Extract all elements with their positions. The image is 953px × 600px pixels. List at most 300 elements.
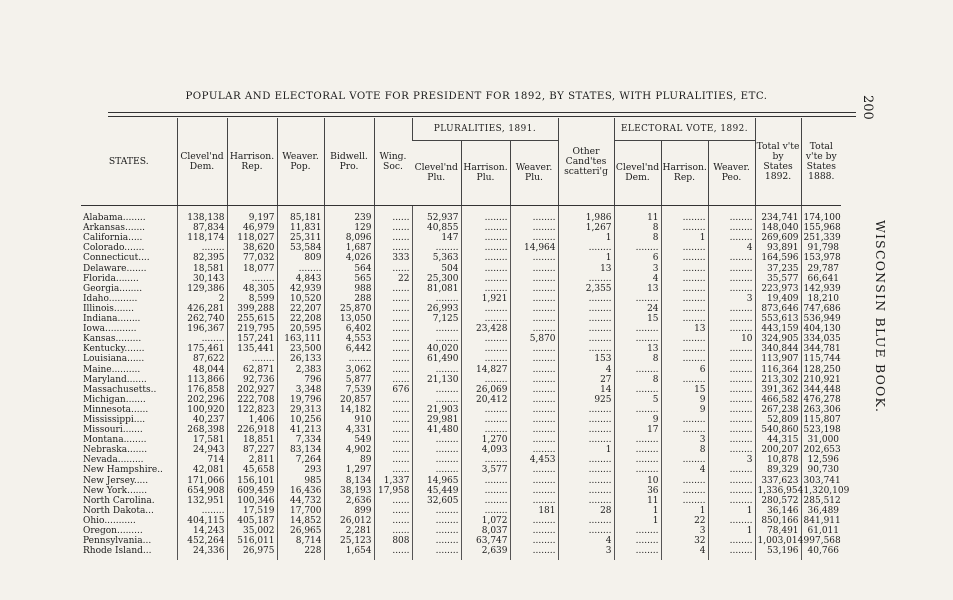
vote-cell: 399,288 xyxy=(227,305,277,315)
vote-cell: ........ xyxy=(614,537,661,547)
vote-cell: 164,596 xyxy=(755,254,801,264)
vote-cell: 9 xyxy=(661,406,708,416)
vote-cell: 536,949 xyxy=(801,315,841,325)
vote-cell: 4,843 xyxy=(277,275,324,285)
vote-cell: 5 xyxy=(614,396,661,406)
vote-cell: 10 xyxy=(614,476,661,486)
table-row xyxy=(81,234,841,244)
vote-cell: 268,398 xyxy=(177,426,227,436)
vote-cell: ........ xyxy=(558,426,614,436)
vote-cell: ........ xyxy=(510,487,558,497)
page-number: 200 xyxy=(860,95,875,120)
vote-cell: ........ xyxy=(412,295,461,305)
vote-cell: ........ xyxy=(510,396,558,406)
vote-cell: 1 xyxy=(708,527,755,537)
vote-cell: 504 xyxy=(412,264,461,274)
vote-cell: 40,855 xyxy=(412,224,461,234)
vote-cell: 3,577 xyxy=(461,466,510,476)
vote-cell: 899 xyxy=(324,507,374,517)
vote-cell: ........ xyxy=(510,376,558,386)
vote-cell: ........ xyxy=(412,456,461,466)
vote-cell: 2,281 xyxy=(324,527,374,537)
vote-cell: ...... xyxy=(374,264,412,274)
vote-cell: 28 xyxy=(558,507,614,517)
state-name-cell: North Carolina. xyxy=(83,495,155,506)
vote-cell: 132,951 xyxy=(177,497,227,507)
vote-cell: 113,907 xyxy=(755,355,801,365)
vote-cell: ........ xyxy=(510,527,558,537)
vote-cell: 1,320,109 xyxy=(801,487,841,497)
vote-cell: 138,138 xyxy=(177,206,227,225)
vote-cell: 26,069 xyxy=(461,386,510,396)
vote-cell: 4,902 xyxy=(324,446,374,456)
vote-cell: 9 xyxy=(661,396,708,406)
vote-cell: 303,741 xyxy=(801,476,841,486)
vote-cell: ...... xyxy=(374,527,412,537)
vote-cell: 52,937 xyxy=(412,206,461,225)
vote-cell: 6 xyxy=(614,254,661,264)
vote-cell: 45,658 xyxy=(227,466,277,476)
vote-cell: 18,851 xyxy=(227,436,277,446)
vote-cell: ........ xyxy=(277,264,324,274)
column-header: Harrison. Rep. xyxy=(227,118,277,206)
vote-cell: 175,461 xyxy=(177,345,227,355)
vote-cell: ........ xyxy=(461,224,510,234)
vote-cell: ........ xyxy=(708,264,755,274)
vote-cell: 1,406 xyxy=(227,416,277,426)
vote-cell: 263,306 xyxy=(801,406,841,416)
vote-cell: ........ xyxy=(461,244,510,254)
vote-cell: 174,100 xyxy=(801,206,841,225)
vote-cell: ........ xyxy=(412,517,461,527)
vote-cell: ........ xyxy=(412,547,461,560)
vote-cell: 4,553 xyxy=(324,335,374,345)
vote-cell: 14,965 xyxy=(412,476,461,486)
vote-cell: 41,480 xyxy=(412,426,461,436)
vote-cell: ........ xyxy=(661,456,708,466)
vote-cell: ........ xyxy=(227,275,277,285)
vote-cell: ........ xyxy=(708,416,755,426)
vote-cell: ........ xyxy=(510,476,558,486)
vote-cell: ...... xyxy=(374,446,412,456)
vote-cell: 153 xyxy=(558,355,614,365)
vote-cell: ........ xyxy=(614,406,661,416)
vote-cell: 1,336,954 xyxy=(755,487,801,497)
vote-cell: ........ xyxy=(558,487,614,497)
vote-cell: 443,159 xyxy=(755,325,801,335)
vote-cell: 523,198 xyxy=(801,426,841,436)
vote-cell: 202,653 xyxy=(801,446,841,456)
vote-cell: ........ xyxy=(708,537,755,547)
vote-cell: ........ xyxy=(510,365,558,375)
vote-cell: 1,270 xyxy=(461,436,510,446)
vote-cell: ........ xyxy=(461,426,510,436)
state-name-cell: Montana........ xyxy=(83,435,147,446)
vote-cell: 27 xyxy=(558,376,614,386)
vote-cell: 476,278 xyxy=(801,396,841,406)
vote-cell: ........ xyxy=(614,527,661,537)
vote-cell: 8 xyxy=(614,234,661,244)
vote-cell: ...... xyxy=(374,224,412,234)
vote-cell: ........ xyxy=(661,295,708,305)
vote-cell: 18,210 xyxy=(801,295,841,305)
vote-cell: ........ xyxy=(461,335,510,345)
vote-cell: 40,766 xyxy=(801,547,841,560)
vote-cell: 251,339 xyxy=(801,234,841,244)
vote-cell: 19,409 xyxy=(755,295,801,305)
vote-cell: 25,300 xyxy=(412,275,461,285)
vote-cell: ...... xyxy=(374,345,412,355)
state-name-cell: Minnesota...... xyxy=(83,404,149,415)
vote-cell: 280,572 xyxy=(755,497,801,507)
vote-cell: 213,302 xyxy=(755,376,801,386)
vote-cell: 14,852 xyxy=(277,517,324,527)
vote-cell: 9 xyxy=(614,416,661,426)
state-name-cell: Nevada......... xyxy=(83,455,144,466)
vote-cell: ........ xyxy=(177,244,227,254)
vote-cell: 77,032 xyxy=(227,254,277,264)
vote-cell: 2,636 xyxy=(324,497,374,507)
state-name-cell: Indiana........ xyxy=(83,314,141,325)
vote-cell: ........ xyxy=(510,446,558,456)
vote-cell: 4,026 xyxy=(324,254,374,264)
vote-cell: 118,027 xyxy=(227,234,277,244)
vote-cell: ........ xyxy=(614,466,661,476)
vote-cell: ........ xyxy=(461,234,510,244)
state-name-cell: California..... xyxy=(83,233,143,244)
vote-cell: 925 xyxy=(558,396,614,406)
state-name-cell: Maine.......... xyxy=(83,364,141,375)
state-name-cell: Colorado....... xyxy=(83,243,145,254)
vote-cell: 153,978 xyxy=(801,254,841,264)
vote-cell: 8,096 xyxy=(324,234,374,244)
table-row xyxy=(81,285,841,295)
vote-cell: 35,002 xyxy=(227,527,277,537)
vote-cell: ........ xyxy=(708,254,755,264)
vote-cell: 181 xyxy=(510,507,558,517)
vote-cell: ........ xyxy=(661,285,708,295)
vote-cell: ........ xyxy=(708,446,755,456)
vote-cell: ........ xyxy=(412,386,461,396)
vote-cell: 565 xyxy=(324,275,374,285)
vote-cell: 26,133 xyxy=(277,355,324,365)
vote-cell: ........ xyxy=(614,365,661,375)
state-name-cell: North Dakota... xyxy=(83,505,154,516)
vote-cell: 405,187 xyxy=(227,517,277,527)
vote-cell: ........ xyxy=(614,446,661,456)
vote-cell: ........ xyxy=(661,275,708,285)
title-rule xyxy=(108,112,856,113)
vote-cell: 36,146 xyxy=(755,507,801,517)
vote-cell: ........ xyxy=(227,355,277,365)
vote-cell: ........ xyxy=(461,476,510,486)
vote-cell: ........ xyxy=(510,386,558,396)
vote-cell: 17 xyxy=(614,426,661,436)
vote-cell: 4,093 xyxy=(461,446,510,456)
vote-cell: ........ xyxy=(708,234,755,244)
state-name-cell: Georgia........ xyxy=(83,283,143,294)
vote-cell: ...... xyxy=(374,285,412,295)
vote-cell: ........ xyxy=(510,275,558,285)
vote-cell: 129,386 xyxy=(177,285,227,295)
vote-cell: 48,305 xyxy=(227,285,277,295)
vote-cell: ...... xyxy=(374,325,412,335)
state-name-cell: New York....... xyxy=(83,485,148,496)
vote-cell: ........ xyxy=(558,497,614,507)
column-header: Total v'te by States 1888. xyxy=(801,118,841,206)
vote-cell: ........ xyxy=(510,234,558,244)
vote-cell: 63,747 xyxy=(461,537,510,547)
column-header: Other Cand'tes scatteri'g xyxy=(558,118,614,206)
vote-cell: 8 xyxy=(614,376,661,386)
state-name-cell: Mississippi.... xyxy=(83,414,146,425)
pluralities-group-header: PLURALITIES, 1891. xyxy=(412,118,558,141)
vote-cell: 82,395 xyxy=(177,254,227,264)
vote-cell: 19,796 xyxy=(277,396,324,406)
vote-cell: 809 xyxy=(277,254,324,264)
vote-cell: ........ xyxy=(708,325,755,335)
vote-cell: 239 xyxy=(324,206,374,225)
vote-cell: ...... xyxy=(374,497,412,507)
vote-cell: ........ xyxy=(510,305,558,315)
vote-cell: 42,939 xyxy=(277,285,324,295)
table-row xyxy=(81,254,841,264)
vote-cell: 10,256 xyxy=(277,416,324,426)
vote-cell: ........ xyxy=(614,386,661,396)
state-name-cell: New Hampshire.. xyxy=(83,465,163,476)
vote-cell: 24,336 xyxy=(177,547,227,560)
vote-cell: 426,281 xyxy=(177,305,227,315)
vote-cell: ...... xyxy=(374,234,412,244)
vote-cell: 7,125 xyxy=(412,315,461,325)
vote-cell: ...... xyxy=(374,416,412,426)
vote-cell: ........ xyxy=(708,275,755,285)
table-row xyxy=(81,466,841,476)
vote-cell: ........ xyxy=(510,537,558,547)
state-name-cell: Missouri....... xyxy=(83,425,143,436)
state-name-cell: Maryland....... xyxy=(83,374,147,385)
vote-cell: ........ xyxy=(708,547,755,560)
vote-cell: 87,227 xyxy=(227,446,277,456)
vote-cell: ........ xyxy=(461,206,510,225)
vote-cell: 53,584 xyxy=(277,244,324,254)
vote-cell: ........ xyxy=(461,406,510,416)
vote-cell: ........ xyxy=(461,416,510,426)
vote-cell: 61,011 xyxy=(801,527,841,537)
vote-cell: ...... xyxy=(374,376,412,386)
vote-cell: ........ xyxy=(510,406,558,416)
vote-cell: 78,491 xyxy=(755,527,801,537)
column-header: Bidwell. Pro. xyxy=(324,118,374,206)
vote-cell: 13,050 xyxy=(324,315,374,325)
vote-cell: ...... xyxy=(374,406,412,416)
vote-cell: ........ xyxy=(661,476,708,486)
vote-cell: ........ xyxy=(614,295,661,305)
vote-cell: 1 xyxy=(661,234,708,244)
vote-cell: 228 xyxy=(277,547,324,560)
column-header: Wing. Soc. xyxy=(374,118,412,206)
vote-cell: 8 xyxy=(661,446,708,456)
vote-cell: 93,891 xyxy=(755,244,801,254)
vote-cell: ........ xyxy=(461,285,510,295)
vote-cell: 118,174 xyxy=(177,234,227,244)
vote-cell: ........ xyxy=(177,507,227,517)
vote-cell: ........ xyxy=(708,466,755,476)
vote-cell: 135,441 xyxy=(227,345,277,355)
vote-cell: 7,539 xyxy=(324,386,374,396)
vote-cell: ........ xyxy=(510,355,558,365)
vote-cell: 26,012 xyxy=(324,517,374,527)
vote-cell: 234,741 xyxy=(755,206,801,225)
vote-cell: 997,568 xyxy=(801,537,841,547)
vote-cell: 985 xyxy=(277,476,324,486)
vote-cell: ........ xyxy=(708,345,755,355)
vote-cell: ...... xyxy=(374,244,412,254)
vote-cell: 171,066 xyxy=(177,476,227,486)
vote-cell: 163,111 xyxy=(277,335,324,345)
vote-cell: ........ xyxy=(708,315,755,325)
vote-cell: 129 xyxy=(324,224,374,234)
vote-cell: 148,040 xyxy=(755,224,801,234)
vote-cell: ........ xyxy=(510,285,558,295)
vote-cell: 1 xyxy=(661,507,708,517)
vote-cell: ........ xyxy=(510,264,558,274)
vote-cell: 17,581 xyxy=(177,436,227,446)
vote-cell: 4 xyxy=(708,244,755,254)
vote-cell: 6,402 xyxy=(324,325,374,335)
vote-cell: 156,101 xyxy=(227,476,277,486)
page-title: POPULAR AND ELECTORAL VOTE FOR PRESIDENT FOR 1892, BY STATES, WITH PLURALITIES, ETC. xyxy=(185,91,768,102)
vote-cell: 344,781 xyxy=(801,345,841,355)
vote-cell: ........ xyxy=(412,537,461,547)
vote-cell: ........ xyxy=(614,335,661,345)
state-name-cell: Ohio........... xyxy=(83,515,136,526)
vote-cell: ........ xyxy=(661,497,708,507)
vote-cell: 6 xyxy=(661,365,708,375)
state-name-cell: Massachusetts.. xyxy=(83,384,157,395)
vote-cell: 20,857 xyxy=(324,396,374,406)
vote-cell: ........ xyxy=(510,345,558,355)
vote-cell: ........ xyxy=(614,244,661,254)
vote-cell: 4 xyxy=(558,537,614,547)
vote-cell: 20,412 xyxy=(461,396,510,406)
vote-cell: 200,207 xyxy=(755,446,801,456)
state-name-cell: Michigan....... xyxy=(83,394,146,405)
vote-cell: ...... xyxy=(374,305,412,315)
vote-cell: ........ xyxy=(661,264,708,274)
vote-cell: 32,605 xyxy=(412,497,461,507)
vote-cell: ........ xyxy=(708,305,755,315)
vote-cell: 226,918 xyxy=(227,426,277,436)
vote-cell: ........ xyxy=(412,396,461,406)
vote-cell: ........ xyxy=(461,376,510,386)
vote-cell: ........ xyxy=(614,325,661,335)
state-name-cell: Alabama........ xyxy=(83,213,146,224)
state-name-cell: Idaho.......... xyxy=(83,293,138,304)
vote-cell: 714 xyxy=(177,456,227,466)
vote-cell: ........ xyxy=(708,497,755,507)
vote-cell: 29,981 xyxy=(412,416,461,426)
vote-cell: ........ xyxy=(510,315,558,325)
vote-cell: 29,787 xyxy=(801,264,841,274)
vote-cell: ........ xyxy=(412,527,461,537)
vote-cell: 14,964 xyxy=(510,244,558,254)
vote-cell: ........ xyxy=(708,517,755,527)
vote-cell: 210,921 xyxy=(801,376,841,386)
vote-cell: 3 xyxy=(708,295,755,305)
state-name-cell: Pennsylvania... xyxy=(83,536,152,547)
vote-cell: 7,334 xyxy=(277,436,324,446)
column-header: Weaver. Plu. xyxy=(510,141,558,206)
vote-cell: 196,367 xyxy=(177,325,227,335)
vote-cell: 8,599 xyxy=(227,295,277,305)
state-name-cell: Arkansas....... xyxy=(83,223,146,234)
vote-cell: 1,003,014 xyxy=(755,537,801,547)
vote-cell: ........ xyxy=(510,224,558,234)
vote-cell: ........ xyxy=(558,315,614,325)
vote-cell: 53,196 xyxy=(755,547,801,560)
vote-cell: ........ xyxy=(412,507,461,517)
vote-cell: 18,581 xyxy=(177,264,227,274)
vote-cell: 22 xyxy=(374,275,412,285)
vote-cell: ........ xyxy=(412,446,461,456)
vote-cell: 10,878 xyxy=(755,456,801,466)
vote-cell: 3 xyxy=(614,264,661,274)
vote-cell: 32 xyxy=(661,537,708,547)
vote-cell: 1,986 xyxy=(558,206,614,225)
vote-cell: 30,143 xyxy=(177,275,227,285)
column-header: Clevel'nd Dem. xyxy=(614,141,661,206)
vote-cell: ........ xyxy=(558,466,614,476)
vote-cell: 340,844 xyxy=(755,345,801,355)
vote-cell: 796 xyxy=(277,376,324,386)
vote-cell: 115,744 xyxy=(801,355,841,365)
vote-cell: ........ xyxy=(510,436,558,446)
vote-cell: ........ xyxy=(661,416,708,426)
vote-cell: 29,313 xyxy=(277,406,324,416)
vote-cell: 4 xyxy=(661,547,708,560)
vote-cell: 3,348 xyxy=(277,386,324,396)
vote-cell: ........ xyxy=(510,254,558,264)
column-header: Weaver. Pop. xyxy=(277,118,324,206)
vote-cell: ........ xyxy=(177,335,227,345)
vote-cell: 20,595 xyxy=(277,325,324,335)
vote-cell: ........ xyxy=(558,295,614,305)
vote-cell: 324,905 xyxy=(755,335,801,345)
vote-cell: 23,500 xyxy=(277,345,324,355)
vote-cell: 45,449 xyxy=(412,487,461,497)
vote-cell: ........ xyxy=(558,476,614,486)
vote-cell: ........ xyxy=(661,244,708,254)
vote-cell: 38,193 xyxy=(324,487,374,497)
state-name-cell: Louisiana...... xyxy=(83,354,145,365)
vote-cell: ...... xyxy=(374,355,412,365)
vote-cell: ........ xyxy=(708,355,755,365)
column-header: Weaver. Peo. xyxy=(708,141,755,206)
vote-cell: 3 xyxy=(558,547,614,560)
vote-cell: 13 xyxy=(614,345,661,355)
vote-cell: 25,123 xyxy=(324,537,374,547)
vote-cell: 3 xyxy=(661,436,708,446)
vote-cell: 516,011 xyxy=(227,537,277,547)
vote-cell: ........ xyxy=(558,345,614,355)
state-name-cell: Connecticut.... xyxy=(83,253,150,264)
vote-cell: 2,355 xyxy=(558,285,614,295)
vote-cell: 549 xyxy=(324,436,374,446)
vote-cell: 89,329 xyxy=(755,466,801,476)
vote-cell: 14,827 xyxy=(461,365,510,375)
vote-cell: 1 xyxy=(558,234,614,244)
